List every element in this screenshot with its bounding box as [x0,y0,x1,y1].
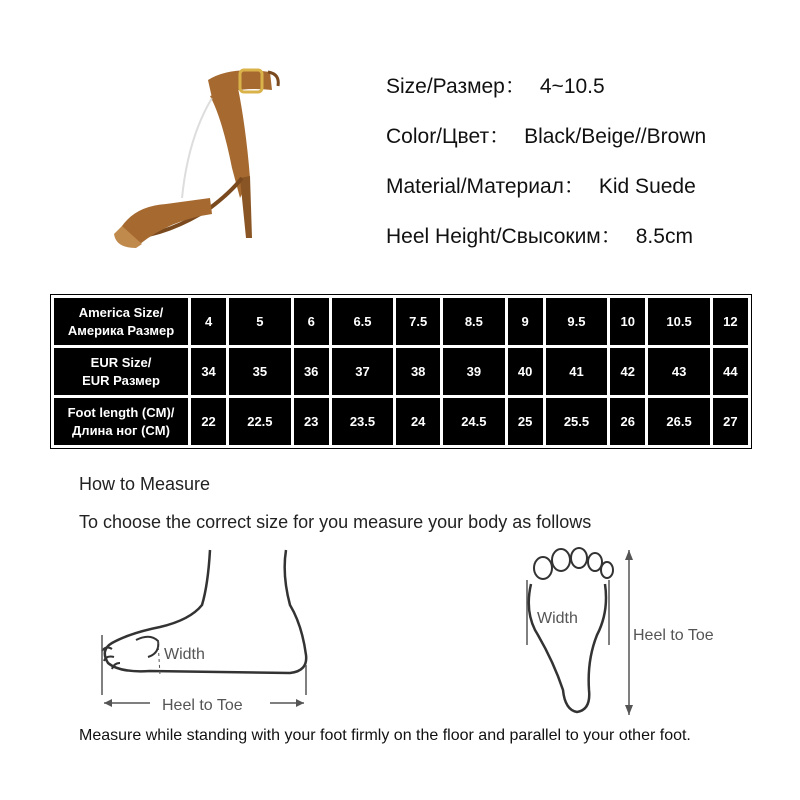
product-image [100,58,320,258]
table-cell: 22.5 [229,398,290,445]
sole-width-label: Width [537,610,578,627]
measure-subtitle: To choose the correct size for you measure your body as follows [79,512,592,532]
table-row [54,298,748,345]
table-cell: 23.5 [332,398,393,445]
table-row [54,398,748,445]
row-header: America Size/ Америка Размер [54,298,188,345]
table-cell: 27 [713,398,748,445]
table-cell: 38 [396,348,440,395]
side-length-label: Heel to Toe [162,697,243,714]
table-cell: 10.5 [648,298,709,345]
row-header: EUR Size/ EUR Размер [54,348,188,395]
sole-length-label: Heel to Toe [633,627,714,644]
spec-size: Size/Размер： 4~10.5 [386,75,605,98]
spec-material: Material/Материал： Kid Suede [386,175,696,198]
foot-side-icon [90,545,330,720]
table-cell: 42 [610,348,645,395]
table-cell: 44 [713,348,748,395]
spec-color: Color/Цвет： Black/Beige//Brown [386,125,707,148]
table-cell: 36 [294,348,329,395]
table-cell: 43 [648,348,709,395]
table-cell: 26 [610,398,645,445]
measure-footer-note: Measure while standing with your foot firmly on the floor and parallel to your other foot. [79,727,691,744]
table-cell: 7.5 [396,298,440,345]
table-cell: 10 [610,298,645,345]
table-cell: 39 [443,348,504,395]
table-cell: 6 [294,298,329,345]
spec-list [386,72,706,272]
table-cell: 41 [546,348,607,395]
table-cell: 37 [332,348,393,395]
table-cell: 34 [191,348,226,395]
table-cell: 26.5 [648,398,709,445]
table-cell: 4 [191,298,226,345]
row-header: Foot length (CM)/ Длина ног (CM) [54,398,188,445]
table-cell: 25.5 [546,398,607,445]
table-row [54,348,748,395]
table-cell: 24.5 [443,398,504,445]
side-width-label: Width [164,646,205,663]
table-cell: 6.5 [332,298,393,345]
table-cell: 22 [191,398,226,445]
size-table [50,294,752,449]
table-cell: 35 [229,348,290,395]
table-cell: 9.5 [546,298,607,345]
foot-side-diagram [90,545,330,720]
table-cell: 23 [294,398,329,445]
foot-sole-diagram [505,540,745,725]
table-cell: 25 [508,398,543,445]
measure-title: How to Measure [79,474,211,494]
table-cell: 40 [508,348,543,395]
table-cell: 24 [396,398,440,445]
table-cell: 5 [229,298,290,345]
table-cell: 8.5 [443,298,504,345]
sandal-icon [100,58,320,258]
table-cell: 12 [713,298,748,345]
foot-sole-icon [505,540,745,725]
spec-heel-height: Heel Height/Свысоким： 8.5cm [386,225,693,248]
table-cell: 9 [508,298,543,345]
